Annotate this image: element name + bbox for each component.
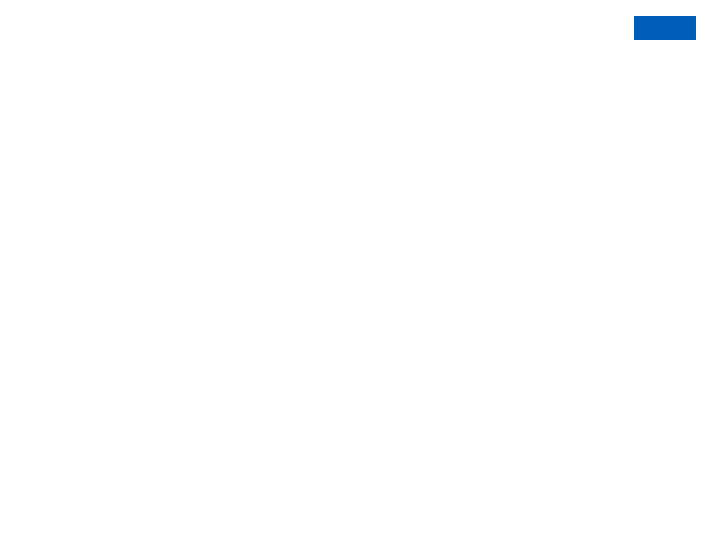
decorative-bottom-stripes xyxy=(0,508,720,540)
nhs-logo xyxy=(634,16,696,40)
decorative-top-stripes xyxy=(0,0,215,80)
